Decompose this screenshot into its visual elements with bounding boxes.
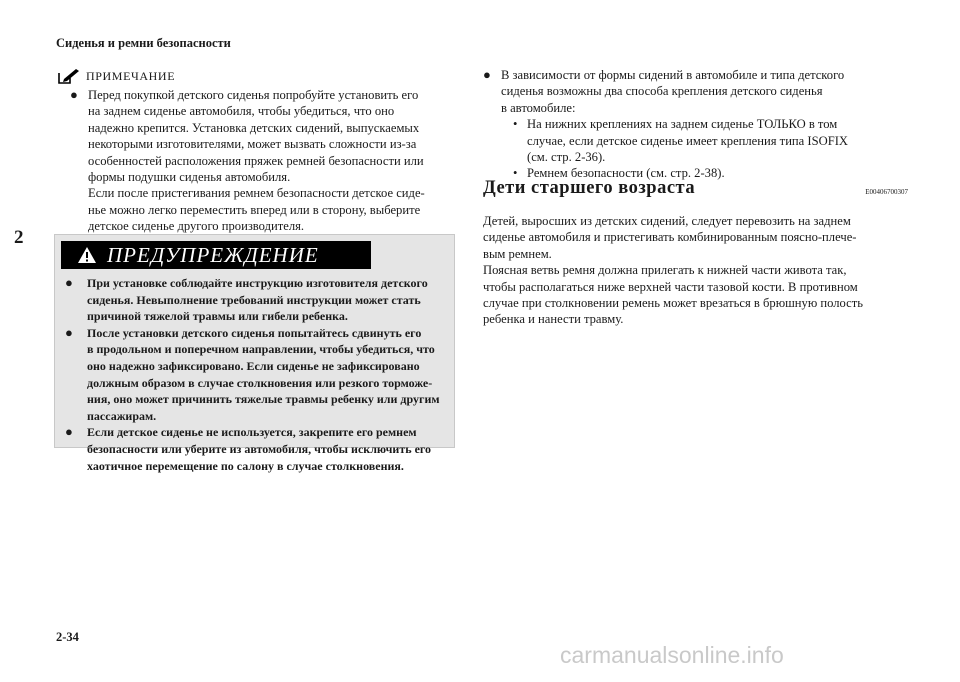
mounting-sub-item [483, 116, 903, 165]
bullet-dot: ● [70, 87, 78, 102]
note-line: некоторыми изготовителями, может вызвать сложности из-за [88, 137, 417, 152]
warning-line: сиденья. Невыполнение требований инструкции может стать [87, 292, 421, 307]
bullet-dot: ● [65, 275, 73, 290]
sub-line: случае, если детское сиденье имеет крепления типа ISOFIX [527, 133, 848, 148]
note-title [58, 68, 175, 84]
mounting-options [483, 67, 903, 182]
para-line: Поясная ветвь ремня должна прилегать к нижней части живота так, [483, 263, 847, 278]
warning-box [54, 234, 455, 473]
note-line: на заднем сиденье автомобиля, чтобы убедиться, что оно [88, 104, 395, 119]
para-line: чтобы располагаться ниже верхней части тазовой кости. В противном [483, 279, 858, 294]
warning-line: в продольном и поперечном направлении, чтобы убедиться, что [87, 342, 435, 357]
bullet-dot: ● [65, 424, 73, 440]
para-line: случае при столкновении ремень может врезаться в брюшную полость [483, 296, 863, 311]
sub-bullet-dot: • [513, 117, 518, 132]
section-heading [483, 178, 908, 199]
warning-triangle-icon [77, 246, 97, 264]
warning-line: безопасности или уберите из автомобиля, чтобы исключить его [87, 441, 432, 456]
para-line: сиденье автомобиля и пристегивать комбинированным поясно-плече- [483, 230, 857, 245]
heading-older-children: Дети старшего возраста [483, 178, 696, 198]
note-title-text: ПРИМЕЧАНИЕ [86, 68, 176, 83]
note-line: детское сиденье другого производителя. [88, 219, 305, 234]
mounting-line: в автомобиле: [501, 100, 576, 115]
warning-line: оно надежно зафиксировано. Если сиденье не зафиксировано [87, 358, 420, 373]
warning-line: Если детское сиденье не используется, закрепите его ремнем [87, 425, 417, 440]
note-line: Если после пристегивания ремнем безопасности детское сиде- [88, 186, 425, 201]
warning-line: должным образом в случае столкновения или резкого торможе- [87, 375, 433, 390]
mounting-line: сиденья возможны два способа крепления детского сиденья [501, 84, 823, 99]
warning-item [65, 424, 448, 474]
note-line: нье можно легко переместить вперед или в сторону, выберите [88, 202, 421, 217]
para-line: вым ремнем. [483, 246, 552, 261]
warning-list [65, 275, 448, 474]
note-pen-icon [58, 68, 80, 84]
warning-item [65, 275, 448, 325]
sub-line: На нижних креплениях на заднем сиденье ТОЛЬКО в том [527, 117, 838, 132]
page-number: 2-34 [56, 630, 79, 644]
watermark: carmanualsonline.info [560, 642, 784, 668]
sub-bullet-dot: • [513, 166, 518, 181]
note-list [70, 87, 455, 235]
warning-line: пассажирам. [87, 408, 157, 423]
warning-line: При установке соблюдайте инструкцию изготовителя детского [87, 276, 428, 290]
warning-title: ПРЕДУПРЕЖДЕНИЕ [107, 242, 319, 267]
older-children-text [483, 213, 908, 328]
note-line: особенностей расположения пряжек ремней безопасности или [88, 153, 424, 168]
para-line: ребенка и нанести травму. [483, 312, 624, 327]
bullet-dot: ● [483, 67, 491, 82]
warning-title-bar [61, 241, 371, 269]
note-line: формы подушки сиденья автомобиля. [88, 170, 291, 185]
note-line: Перед покупкой детского сиденья попробуйте установить его [88, 88, 419, 102]
section-code: E00406700307 [865, 188, 908, 196]
note-line: надежно крепится. Установка детских сидений, выпускаемых [88, 120, 420, 135]
warning-line: После установки детского сиденья попытайтесь сдвинуть его [87, 325, 422, 340]
mounting-item [483, 67, 903, 116]
bullet-dot: ● [65, 324, 73, 340]
para-line: Детей, выросших из детских сидений, следует перевозить на заднем [483, 214, 851, 228]
sub-line: Ремнем безопасности (см. стр. 2-38). [527, 166, 725, 181]
note-item [70, 87, 455, 235]
section-header: Сиденья и ремни безопасности [56, 36, 231, 50]
warning-line: причиной тяжелой травмы или гибели ребенка. [87, 309, 348, 324]
warning-item [65, 325, 448, 425]
warning-line: ния, оно может причинить тяжелые травмы ребенку или другим [87, 392, 440, 407]
chapter-number: 2 [14, 227, 24, 248]
sub-line: (см. стр. 2-36). [527, 150, 606, 165]
warning-line: хаотичное перемещение по салону в случае столкновения. [87, 458, 404, 473]
mounting-line: В зависимости от формы сидений в автомобиле и типа детского [501, 68, 845, 82]
